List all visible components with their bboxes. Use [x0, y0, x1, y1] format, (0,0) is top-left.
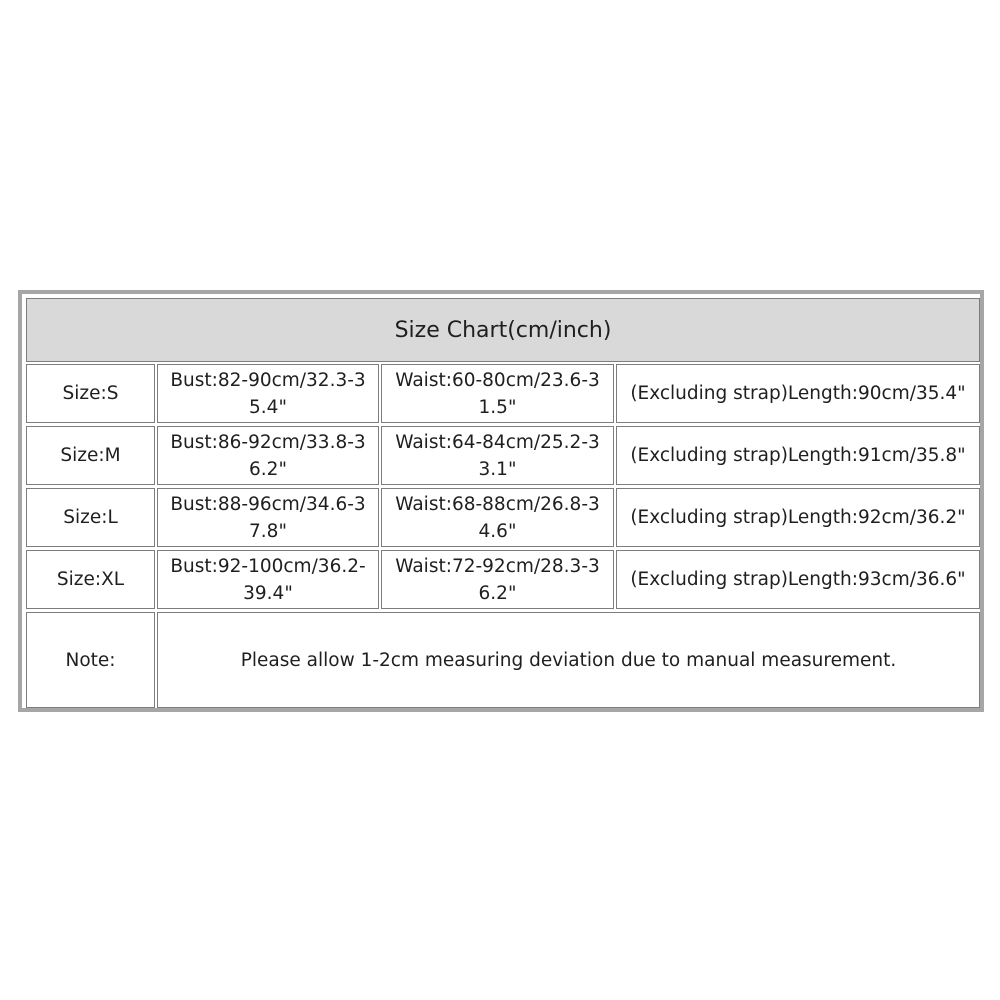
size-s-length: (Excluding strap)Length:90cm/35.4" [616, 364, 980, 423]
size-s-bust: Bust:82-90cm/32.3-35.4" [157, 364, 379, 423]
size-m-length: (Excluding strap)Length:91cm/35.8" [616, 426, 980, 485]
size-l-label: Size:L [26, 488, 155, 547]
size-m-label: Size:M [26, 426, 155, 485]
size-chart-table [18, 290, 984, 712]
size-l-length: (Excluding strap)Length:92cm/36.2" [616, 488, 980, 547]
size-m-bust: Bust:86-92cm/33.8-36.2" [157, 426, 379, 485]
note-text: Please allow 1-2cm measuring deviation due to manual measurement. [157, 612, 980, 708]
size-s-waist: Waist:60-80cm/23.6-31.5" [381, 364, 614, 423]
size-xl-bust: Bust:92-100cm/36.2-39.4" [157, 550, 379, 609]
size-xl-waist: Waist:72-92cm/28.3-36.2" [381, 550, 614, 609]
size-xl-length: (Excluding strap)Length:93cm/36.6" [616, 550, 980, 609]
size-l-bust: Bust:88-96cm/34.6-37.8" [157, 488, 379, 547]
size-l-waist: Waist:68-88cm/26.8-34.6" [381, 488, 614, 547]
note-label: Note: [26, 612, 155, 708]
size-s-label: Size:S [26, 364, 155, 423]
size-xl-label: Size:XL [26, 550, 155, 609]
size-chart-title: Size Chart(cm/inch) [26, 298, 980, 362]
size-m-waist: Waist:64-84cm/25.2-33.1" [381, 426, 614, 485]
